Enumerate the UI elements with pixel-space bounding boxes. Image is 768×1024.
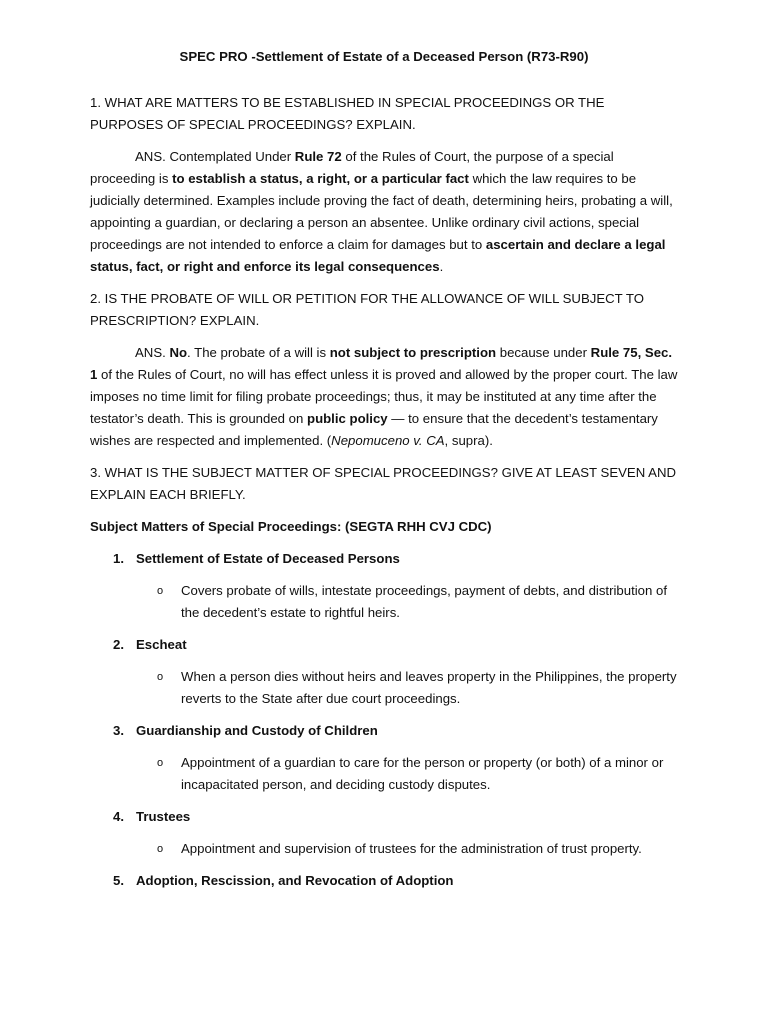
- description-text: Appointment of a guardian to care for the person or property (or both) of a minor or incapacitated person, and deciding custody disputes.: [181, 755, 664, 792]
- answer-2-bold: not subject to prescription: [329, 345, 497, 360]
- subject-matters-list: [90, 548, 678, 892]
- list-item: [90, 634, 678, 656]
- list-item: [90, 806, 678, 828]
- answer-1-bold: Rule 72: [294, 149, 342, 164]
- answer-2-text: because under: [496, 345, 591, 360]
- answer-1: [90, 146, 678, 278]
- question-1: 1. WHAT ARE MATTERS TO BE ESTABLISHED IN SPECIAL PROCEEDINGS OR THE PURPOSES OF SPECIAL PROCEEDINGS? EXPLAIN.: [90, 95, 605, 132]
- list-item: [90, 548, 678, 570]
- answer-2-text: ANS.: [135, 345, 170, 360]
- answer-2-bold: Rule 75, Sec. 1: [90, 345, 673, 382]
- list-item-title: Settlement of Estate of Deceased Persons: [136, 551, 400, 566]
- bullet-icon: o: [157, 843, 164, 855]
- answer-1-text: ANS. Contemplated Under: [135, 149, 295, 164]
- list-item-description: [90, 752, 678, 796]
- subject-matters-heading: Subject Matters of Special Proceedings: (SEGTA RHH CVJ CDC): [90, 519, 492, 534]
- answer-1-text: of the Rules of Court, the purpose of a special proceeding is: [90, 149, 614, 186]
- answer-1-bold: to establish a status, a right, or a particular fact: [172, 171, 469, 186]
- list-item-title: Escheat: [136, 637, 187, 652]
- answer-1-text: .: [439, 259, 444, 274]
- bullet-icon: o: [157, 757, 164, 769]
- answer-2-text: of the Rules of Court, no will has effect unless it is proved and allowed by the proper court. The law imposes no time limit for filing probate proceedings; thus, it may be instituted at any time after the testator’s death. This is grounded on: [90, 367, 678, 426]
- answer-2-bold: public policy: [307, 411, 388, 426]
- list-item-description: [90, 666, 678, 710]
- description-text: Appointment and supervision of trustees for the administration of trust property.: [181, 841, 642, 856]
- description-text: When a person dies without heirs and leaves property in the Philippines, the property reverts to the State after due court proceedings.: [181, 669, 677, 706]
- answer-2-bold: No: [169, 345, 188, 360]
- question-3: 3. WHAT IS THE SUBJECT MATTER OF SPECIAL PROCEEDINGS? GIVE AT LEAST SEVEN AND EXPLAIN EACH BRIEFLY.: [90, 465, 677, 502]
- list-number: 5.: [113, 873, 124, 888]
- list-item-title: Guardianship and Custody of Children: [136, 723, 378, 738]
- answer-1-text: which the law requires to be judicially determined. Examples include proving the fact of death, determining heirs, probating a will, appointing a guardian, or declaring a person an absentee. Unlike ordinary civil actions, special proceedings are not intended to enforce a claim for damages but to: [90, 171, 673, 252]
- answer-2-text: , supra).: [444, 433, 493, 448]
- question-2: 2. IS THE PROBATE OF WILL OR PETITION FOR THE ALLOWANCE OF WILL SUBJECT TO PRESCRIPTION? EXPLAIN.: [90, 291, 644, 328]
- list-number: 4.: [113, 809, 124, 824]
- bullet-icon: o: [157, 585, 164, 597]
- list-item: [90, 720, 678, 742]
- list-item-description: [90, 838, 678, 860]
- list-number: 3.: [113, 723, 124, 738]
- list-item-title: Adoption, Rescission, and Revocation of Adoption: [136, 873, 454, 888]
- bullet-icon: o: [157, 671, 164, 683]
- list-item-description: [90, 580, 678, 624]
- answer-2-text: . The probate of a will is: [187, 345, 330, 360]
- list-item: [90, 870, 678, 892]
- case-citation: Nepomuceno v. CA: [331, 433, 445, 448]
- list-number: 1.: [113, 551, 124, 566]
- description-text: Covers probate of wills, intestate proceedings, payment of debts, and distribution of the decedent’s estate to rightful heirs.: [181, 583, 668, 620]
- list-number: 2.: [113, 637, 124, 652]
- list-item-title: Trustees: [136, 809, 191, 824]
- document-title: SPEC PRO -Settlement of Estate of a Deceased Person (R73-R90): [179, 49, 589, 64]
- answer-2-text: — to ensure that the decedent’s testamentary wishes are respected and implemented. (: [90, 411, 658, 448]
- answer-2: [90, 342, 678, 452]
- answer-1-bold: ascertain and declare a legal status, fact, or right and enforce its legal consequences: [90, 237, 666, 274]
